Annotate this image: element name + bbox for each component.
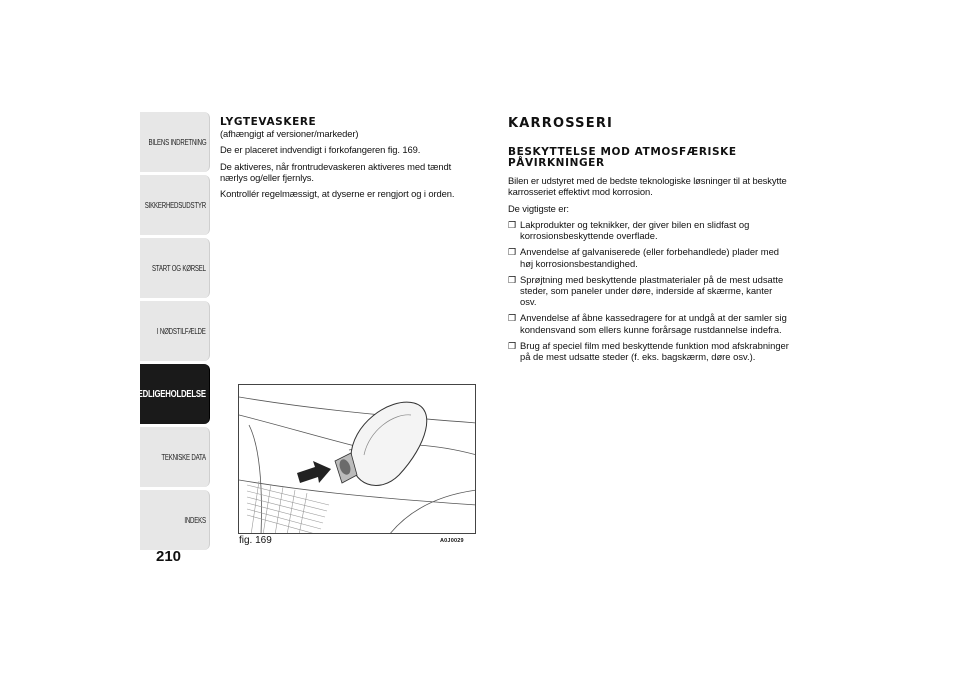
figure-code: A0J0029 [440, 538, 464, 544]
tab-label: SIKKERHEDSUDSTYR [144, 200, 206, 210]
body-section [508, 116, 790, 367]
headlamp-washer-illustration [238, 384, 476, 534]
section-heading: BESKYTTELSE MOD ATMOSFÆRISKE PÅVIRKNINGER [508, 146, 737, 169]
headlamp-washers-section [220, 116, 480, 204]
tab-label: BILENS INDRETNING [148, 137, 206, 147]
paragraph: Kontrollér regelmæssigt, at dyserne er rengjort og i orden. [220, 188, 455, 200]
tab-i-nodstilfaelde[interactable] [140, 301, 210, 361]
list-item: ❒ Sprøjtning med beskyttende plastmaterialer på de mest udsatte steder, som paneler under døre, inderside af skærme, kanter osv. [508, 273, 784, 308]
checkbox-bullet-icon: ❒ [508, 313, 517, 324]
figure-caption: fig. 169 [239, 535, 272, 546]
pointer-arrow [297, 461, 331, 483]
bumper-drawing [239, 385, 476, 534]
tab-label: START OG KØRSEL [152, 263, 206, 273]
checkbox-bullet-icon: ❒ [508, 340, 517, 351]
section-subtitle: (afhængigt af versioner/markeder) [220, 128, 359, 139]
tab-label: I NØDSTILFÆLDE [157, 326, 206, 336]
tab-sikkerhedsudstyr[interactable] [140, 175, 210, 235]
tab-start-og-korsel[interactable] [140, 238, 210, 298]
section-heading: LYGTEVASKERE [220, 116, 317, 128]
tab-tekniske-data[interactable] [140, 427, 210, 487]
intro-paragraph: Bilen er udstyret med de bedste teknologiske løsninger til at beskytte karrosseriet effektivt mod korrosion. [508, 175, 787, 198]
tab-vedligeholdelse[interactable] [132, 364, 210, 424]
tab-label: TEKNISKE DATA [161, 452, 206, 462]
checkbox-bullet-icon: ❒ [508, 247, 517, 258]
lead-paragraph: De vigtigste er: [508, 202, 569, 214]
list-item: ❒ Anvendelse af åbne kassedragere for at undgå at der samler sig kondensvand som ellers kunne forårsage rustdannelse indefra. [508, 312, 787, 335]
tab-bilens-indretning[interactable] [140, 112, 210, 172]
tab-indeks[interactable] [140, 490, 210, 550]
protection-list [508, 219, 790, 362]
tab-label: VEDLIGEHOLDELSE [132, 388, 206, 400]
tab-label: INDEKS [184, 515, 206, 525]
paragraph: De aktiveres, når frontrudevaskeren aktiveres med tændt nærlys og/eller fjernlys. [220, 160, 452, 183]
chapter-heading: KARROSSERI [508, 116, 614, 131]
paragraph: De er placeret indvendigt i forkofangeren fig. 169. [220, 144, 421, 156]
checkbox-bullet-icon: ❒ [508, 274, 517, 285]
checkbox-bullet-icon: ❒ [508, 219, 517, 230]
page-number: 210 [156, 548, 182, 565]
list-item: ❒ Anvendelse af galvaniserede (eller forbehandlede) plader med høj korrosionsbestandighed. [508, 246, 780, 269]
list-item: ❒ Lakprodukter og teknikker, der giver bilen en slidfast og korrosionsbeskyttende overflade. [508, 218, 750, 242]
list-item: ❒ Brug af speciel film med beskyttende funktion mod afskrabninger på de mest udsatte steder (f. eks. bagskærm, døre osv.). [508, 339, 789, 362]
